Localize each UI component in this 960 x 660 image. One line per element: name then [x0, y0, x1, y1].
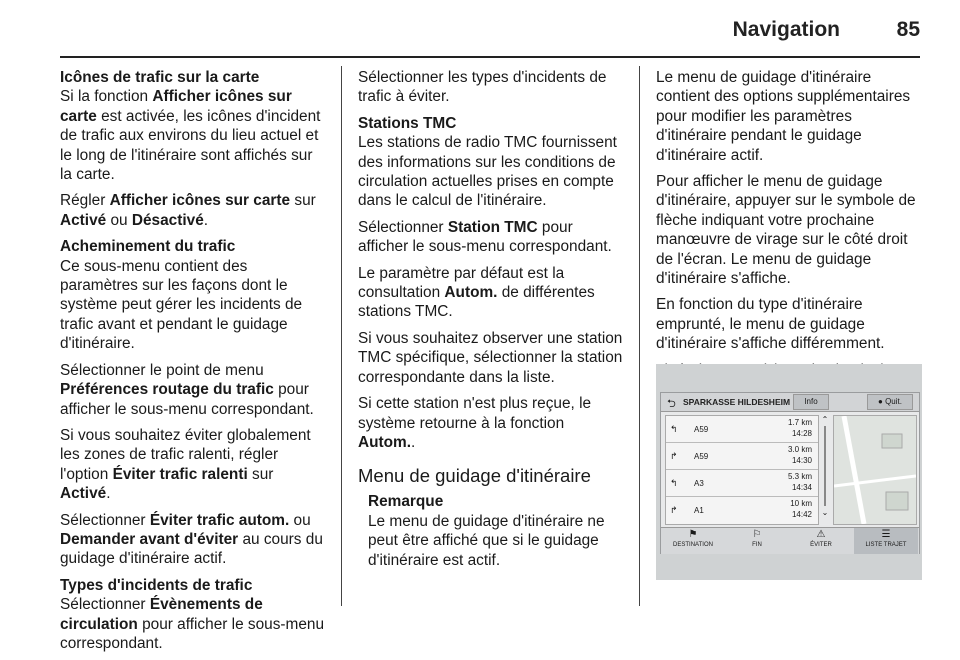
back-arrow-icon: ⮌ — [667, 398, 676, 410]
column-2 — [358, 68, 623, 570]
list-scrollbar — [821, 415, 829, 523]
column-divider — [639, 66, 640, 606]
paragraph: Si vous souhaitez observer une station TMC spécifique, sélectionner la station correspondante dans la liste. — [358, 329, 623, 386]
paragraph: Régler Afficher icônes sur carte sur Activé ou Désactivé. — [60, 192, 316, 229]
screen-bottom-bar — [661, 527, 919, 554]
note-box — [368, 492, 623, 570]
paragraph: Le paramètre par défaut est la consultation Autom. de différentes stations TMC. — [358, 264, 595, 321]
checkered-flag-icon: ⚐ — [752, 529, 762, 540]
note-title: Remarque — [368, 493, 444, 511]
section-title: Icônes de trafic sur la carte — [60, 69, 260, 86]
paragraph: Les stations de radio TMC fournissent des informations sur les conditions de circulation actuelles prises en compte dans le calcul de l'itinéraire. — [358, 134, 617, 210]
paragraph: Sélectionner les types d'incidents de trafic à éviter. — [358, 69, 607, 106]
column-1 — [60, 68, 325, 660]
paragraph: Ce sous-menu contient des paramètres sur les façons dont le système peut gérer les incidents de trafic avant et pendant le guidage d'itinéraire. — [60, 257, 303, 353]
paragraph: Sélectionner le point de menu Préférences routage du trafic pour afficher le sous-menu correspondant. — [60, 361, 314, 418]
header-rule — [60, 56, 920, 58]
paragraph: Pour afficher le menu de guidage d'itinéraire, appuyer sur le symbole de flèche indiquant votre prochaine manœuvre de virage sur le côté droit de l'écran. Le menu de guidage d'itinéraire s'affiche. — [656, 173, 916, 288]
section-traffic-icons — [60, 68, 325, 230]
list-item: ↰ A3 5.3 km 14:34 — [666, 470, 818, 497]
list-item: ↱ A59 3.0 km 14:30 — [666, 443, 818, 470]
paragraph: Si la fonction Afficher icônes sur carte est activée, les icônes d'incident de trafic aux environs du lieu actuel et le long de l'itinéraire sont affichés sur la carte. — [60, 88, 321, 184]
end-button: ⚐ FIN — [725, 528, 789, 554]
destination-label: SPARKASSE HILDESHEIM — [683, 397, 791, 407]
chapter-heading: Menu de guidage d'itinéraire — [358, 465, 591, 487]
column-3 — [656, 68, 922, 387]
info-button: Info — [793, 394, 829, 410]
paragraph: Sélectionner Station TMC pour afficher le sous-menu correspondant. — [358, 218, 612, 256]
map-view — [833, 415, 917, 525]
turn-arrow-icon: ↰ — [670, 424, 678, 434]
page-title: Navigation — [732, 18, 840, 41]
warning-icon: ⚠ — [816, 529, 826, 540]
chevron-up-icon: ⌃ — [821, 415, 829, 424]
route-guidance-screenshot — [656, 364, 922, 580]
turn-arrow-icon: ↱ — [670, 505, 678, 515]
turn-arrow-icon: ↰ — [670, 478, 678, 488]
page-header — [0, 0, 960, 62]
chevron-down-icon: ⌄ — [821, 508, 829, 517]
route-list-button: ☰ LISTE TRAJET — [854, 528, 918, 554]
flag-icon: ⚑ — [688, 529, 698, 540]
list-item: ↰ A59 1.7 km 14:28 — [666, 416, 818, 443]
section-title: Acheminement du trafic — [60, 238, 236, 256]
map-roads — [834, 416, 916, 524]
list-icon: ☰ — [881, 529, 891, 540]
screen-title-bar — [661, 393, 919, 412]
paragraph: En fonction du type d'itinéraire emprunté, le menu de guidage d'itinéraire s'affiche différemment. — [656, 296, 885, 353]
paragraph: Si cette station n'est plus reçue, le système retourne à la fonction Autom.. — [358, 395, 592, 451]
paragraph: Sélectionner Éviter trafic autom. ou Demander avant d'éviter au cours du guidage d'itinéraire actif. — [60, 511, 323, 568]
quit-button: ● Quit. — [867, 394, 913, 410]
section-title: Types d'incidents de trafic — [60, 576, 253, 594]
paragraph: Sélectionner Évènements de circulation pour afficher le sous-menu correspondant. — [60, 596, 325, 652]
route-list — [665, 415, 819, 525]
paragraph: Le menu de guidage d'itinéraire contient des options supplémentaires pour modifier les paramètres d'itinéraire pendant le guidage d'itinéraire actif. — [656, 69, 911, 164]
paragraph: Si vous souhaitez éviter globalement les zones de trafic ralenti, régler l'option Éviter trafic ralenti sur Activé. — [60, 426, 311, 503]
section-traffic-routing — [60, 237, 325, 569]
destination-button: ⚑ DESTINATION — [661, 528, 725, 554]
avoid-button: ⚠ ÉVITER — [789, 528, 853, 554]
note-text: Le menu de guidage d'itinéraire ne peut être affiché que si le guidage d'itinéraire est actif. — [368, 512, 605, 569]
list-item: ↱ A1 10 km 14:42 — [670, 499, 812, 519]
section-title: Stations TMC — [358, 114, 457, 132]
turn-arrow-icon: ↱ — [670, 451, 678, 461]
page-number: 85 — [896, 18, 920, 41]
column-divider — [341, 66, 342, 606]
nav-screen — [660, 392, 920, 554]
